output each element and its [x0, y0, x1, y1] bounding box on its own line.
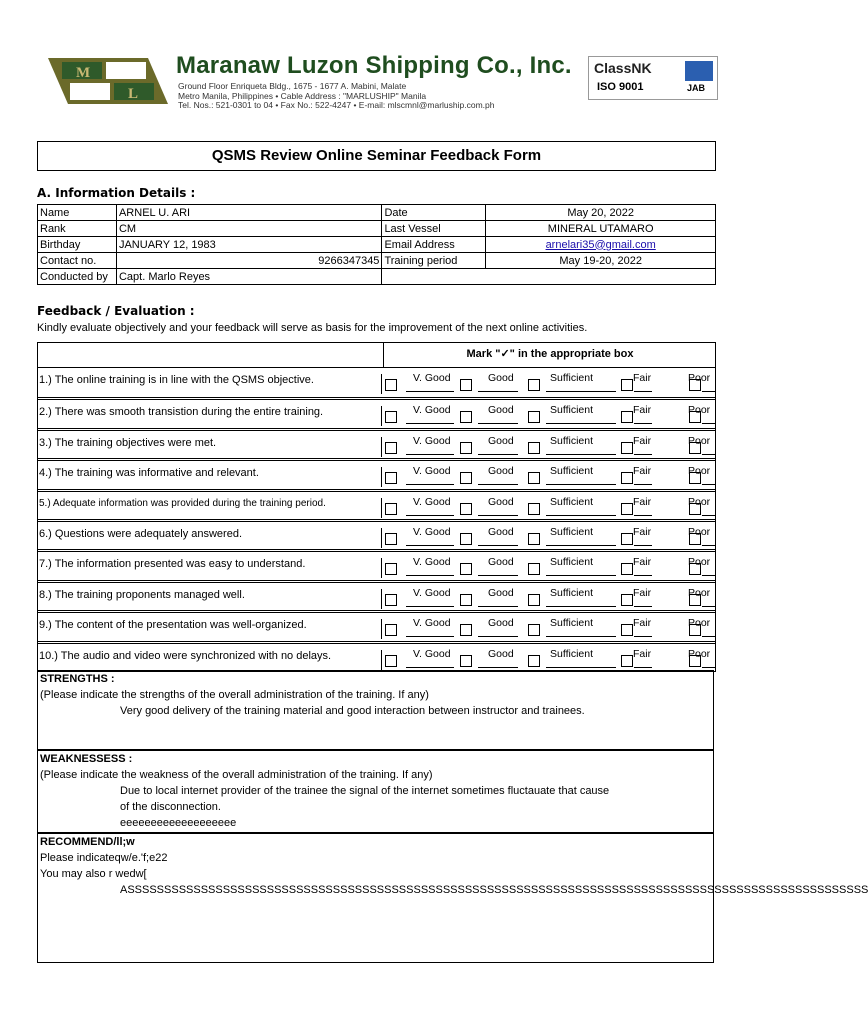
rating-label: Fair: [633, 465, 652, 478]
evaluation-row: [38, 397, 715, 430]
rating-checkbox-sufficient[interactable]: [528, 594, 540, 606]
rating-underline: [478, 606, 518, 607]
rating-underline: [702, 391, 715, 392]
evaluation-row: [38, 549, 715, 582]
rating-label: Fair: [633, 526, 652, 538]
rating-checkbox-sufficient[interactable]: [528, 411, 540, 423]
rating-label: Poor: [688, 617, 711, 630]
rating-label: Sufficient: [550, 434, 593, 447]
recommend-section: [37, 833, 868, 963]
vessel-label: Last Vessel: [382, 221, 486, 237]
rating-underline: [702, 606, 715, 607]
rating-underline: [478, 515, 518, 516]
evaluation-row: [38, 519, 715, 552]
conducted-label: Conducted by: [38, 269, 117, 285]
rating-checkbox-good[interactable]: [460, 472, 472, 484]
rating-label: Poor: [688, 495, 711, 508]
rating-label: V. Good: [413, 586, 451, 599]
rating-checkbox-fair[interactable]: [621, 503, 633, 515]
rating-underline: [702, 575, 715, 576]
certification-badge: [588, 56, 718, 100]
date-label: Date: [382, 205, 486, 221]
rating-checkbox-good[interactable]: [460, 533, 472, 545]
rating-checkbox-vgood[interactable]: [385, 624, 397, 636]
rating-checkbox-vgood[interactable]: [385, 563, 397, 575]
company-logo: [48, 56, 168, 106]
rating-underline: [546, 515, 616, 516]
rating-checkbox-good[interactable]: [460, 563, 472, 575]
rating-checkbox-sufficient[interactable]: [528, 442, 540, 454]
rating-label: Good: [488, 434, 514, 447]
email-label: Email Address: [382, 237, 486, 253]
rating-label: Good: [488, 617, 514, 630]
rating-underline: [634, 606, 652, 607]
rating-underline: [406, 545, 454, 546]
rating-label: Good: [488, 495, 514, 508]
rating-checkbox-fair[interactable]: [621, 655, 633, 667]
rating-underline: [546, 606, 616, 607]
jab-label: JAB: [687, 83, 706, 93]
rating-underline: [406, 484, 454, 485]
rating-label: Sufficient: [550, 556, 593, 569]
evaluation-table: [37, 342, 716, 672]
info-table: [37, 204, 716, 285]
rating-label: Good: [488, 647, 514, 660]
rating-label: Good: [488, 372, 514, 384]
rating-underline: [478, 454, 518, 455]
rating-label: Good: [488, 404, 514, 417]
rating-label: Fair: [633, 647, 652, 660]
rating-label: Good: [488, 586, 514, 599]
weaknesses-label: WEAKNESSESS :: [40, 753, 133, 765]
question-text: 6.) Questions were adequately answered.: [39, 528, 382, 548]
rating-label: V. Good: [413, 556, 451, 569]
rating-underline: [546, 484, 616, 485]
rating-underline: [634, 423, 652, 424]
rating-underline: [634, 515, 652, 516]
rating-checkbox-good[interactable]: [460, 655, 472, 667]
rating-checkbox-good[interactable]: [460, 411, 472, 423]
company-name: Maranaw Luzon Shipping Co., Inc.: [176, 52, 572, 79]
rating-underline: [406, 515, 454, 516]
rating-label: Fair: [633, 617, 652, 630]
rating-label: Fair: [633, 556, 652, 569]
strengths-section: [37, 670, 714, 750]
rating-underline: [478, 636, 518, 637]
weaknesses-answer[interactable]: eeeeeeeeeeeeeeeeeee: [120, 817, 237, 829]
name-value: ARNEL U. ARI: [116, 205, 381, 221]
rating-underline: [406, 667, 454, 668]
rating-label: Fair: [633, 434, 652, 447]
rating-checkbox-fair[interactable]: [621, 594, 633, 606]
period-label: Training period: [382, 253, 486, 269]
rating-checkbox-fair[interactable]: [621, 533, 633, 545]
rating-checkbox-fair[interactable]: [621, 624, 633, 636]
rating-checkbox-vgood[interactable]: [385, 442, 397, 454]
rating-checkbox-sufficient[interactable]: [528, 655, 540, 667]
conducted-value: Capt. Marlo Reyes: [116, 269, 381, 285]
rating-checkbox-vgood[interactable]: [385, 472, 397, 484]
rating-checkbox-good[interactable]: [460, 379, 472, 391]
rating-checkbox-fair[interactable]: [621, 563, 633, 575]
rating-label: V. Good: [413, 526, 451, 538]
rating-label: Sufficient: [550, 617, 593, 630]
date-value: May 20, 2022: [486, 205, 716, 221]
rating-checkbox-sufficient[interactable]: [528, 503, 540, 515]
vessel-value: MINERAL UTAMARO: [486, 221, 716, 237]
rating-checkbox-fair[interactable]: [621, 442, 633, 454]
rating-underline: [702, 545, 715, 546]
recommend-label: RECOMMEND/ll;w: [40, 836, 135, 848]
recommend-answer[interactable]: ASSSSSSSSSSSSSSSSSSSSSSSSSSSSSSSSSSSSSSSSSSSSSSSSSSSSSSSSSSSSSSSSSSSSSSSSSSSSSSSSSSSSSSSSSSSSSSSSSSSSS: [120, 884, 868, 896]
rating-label: Poor: [688, 647, 711, 660]
recommend-prompt: You may also r wedw[: [40, 868, 147, 880]
rating-label: Sufficient: [550, 495, 593, 508]
rating-underline: [406, 391, 454, 392]
rating-underline: [406, 423, 454, 424]
company-address: [178, 82, 494, 111]
weaknesses-section: [37, 750, 714, 833]
rating-label: Good: [488, 556, 514, 569]
rating-label: Poor: [688, 404, 711, 417]
rating-label: Poor: [688, 434, 711, 447]
rating-checkbox-good[interactable]: [460, 594, 472, 606]
rating-underline: [478, 575, 518, 576]
rating-underline: [546, 423, 616, 424]
name-label: Name: [38, 205, 117, 221]
address-line: Ground Floor Enriqueta Bldg., 1675 - 1677 A. Mabini, Malate: [178, 81, 407, 91]
rating-label: V. Good: [413, 434, 451, 447]
evaluation-row: [38, 641, 715, 674]
evaluation-row: [38, 489, 715, 522]
rating-checkbox-sufficient[interactable]: [528, 379, 540, 391]
birthday-value: JANUARY 12, 1983: [116, 237, 381, 253]
rating-underline: [546, 545, 616, 546]
question-text: 1.) The online training is in line with the QSMS objective.: [39, 374, 382, 394]
rating-label: Sufficient: [550, 465, 593, 478]
contact-value: 9266347345: [116, 253, 381, 269]
rank-value: CM: [116, 221, 381, 237]
rating-underline: [546, 575, 616, 576]
rating-label: Sufficient: [550, 404, 593, 417]
question-text: 8.) The training proponents managed well.: [39, 589, 382, 609]
svg-text:L: L: [128, 86, 139, 102]
rating-underline: [478, 391, 518, 392]
rating-label: Poor: [688, 465, 711, 478]
email-link[interactable]: arnelari35@gmail.com: [545, 238, 656, 251]
rating-underline: [702, 515, 715, 516]
rating-underline: [478, 423, 518, 424]
question-text: 7.) The information presented was easy to understand.: [39, 558, 382, 578]
form-title: QSMS Review Online Seminar Feedback Form: [37, 141, 716, 171]
svg-text:M: M: [76, 65, 91, 81]
rating-label: Poor: [688, 586, 711, 599]
rating-underline: [406, 454, 454, 455]
rating-checkbox-fair[interactable]: [621, 379, 633, 391]
feedback-instruction: Kindly evaluate objectively and your feedback will serve as basis for the improvement of the next online activities.: [37, 322, 588, 334]
rating-label: Sufficient: [550, 526, 593, 538]
evaluation-row: [38, 428, 715, 461]
iso-label: ISO 9001: [597, 81, 644, 93]
rating-underline: [478, 484, 518, 485]
rating-checkbox-vgood[interactable]: [385, 503, 397, 515]
rating-underline: [546, 454, 616, 455]
rating-underline: [406, 636, 454, 637]
rating-underline: [406, 575, 454, 576]
question-text: 10.) The audio and video were synchronized with no delays.: [39, 650, 382, 670]
rating-underline: [478, 667, 518, 668]
rating-checkbox-fair[interactable]: [621, 411, 633, 423]
rating-underline: [634, 575, 652, 576]
question-text: 2.) There was smooth transistion during the entire training.: [39, 406, 382, 426]
question-text: 4.) The training was informative and relevant.: [39, 467, 382, 487]
rating-label: Fair: [633, 495, 652, 508]
birthday-label: Birthday: [38, 237, 117, 253]
rating-underline: [406, 606, 454, 607]
recommend-prompt: Please indicateqw/e.'f;e22: [40, 852, 168, 864]
rating-label: V. Good: [413, 465, 451, 478]
info-heading: A. Information Details :: [37, 186, 196, 200]
question-text: 3.) The training objectives were met.: [39, 437, 382, 457]
address-line: Metro Manila, Philippines • Cable Address : "MARLUSHIP" Manila: [178, 90, 427, 101]
rating-checkbox-vgood[interactable]: [385, 533, 397, 545]
rating-underline: [546, 667, 616, 668]
rating-underline: [634, 636, 652, 637]
rating-checkbox-good[interactable]: [460, 624, 472, 636]
strengths-prompt: (Please indicate the strengths of the overall administration of the training. If any): [40, 689, 429, 701]
rank-label: Rank: [38, 221, 117, 237]
rating-label: V. Good: [413, 495, 451, 508]
rating-underline: [702, 454, 715, 455]
empty-cell: [382, 269, 716, 285]
question-text: 5.) Adequate information was provided during the training period.: [39, 498, 382, 518]
weaknesses-answer[interactable]: Due to local internet provider of the trainee the signal of the internet sometimes fluctauate that cause: [120, 785, 610, 797]
rating-label: Good: [488, 526, 514, 538]
weaknesses-answer[interactable]: of the disconnection.: [120, 801, 221, 813]
rating-checkbox-vgood[interactable]: [385, 655, 397, 667]
rating-underline: [546, 391, 616, 392]
feedback-heading: Feedback / Evaluation :: [37, 304, 195, 318]
rating-underline: [634, 454, 652, 455]
classnk-label: ClassNK: [594, 60, 652, 76]
rating-label: V. Good: [413, 617, 451, 630]
rating-label: Good: [488, 465, 514, 478]
rating-underline: [634, 391, 652, 392]
rating-label: V. Good: [413, 647, 451, 660]
rating-label: Fair: [633, 372, 652, 384]
rating-checkbox-vgood[interactable]: [385, 594, 397, 606]
rating-checkbox-sufficient[interactable]: [528, 533, 540, 545]
rating-label: Fair: [633, 404, 652, 417]
rating-underline: [546, 636, 616, 637]
rating-underline: [702, 423, 715, 424]
rating-checkbox-good[interactable]: [460, 442, 472, 454]
period-value: May 19-20, 2022: [486, 253, 716, 269]
strengths-answer[interactable]: Very good delivery of the training material and good interaction between instructor and trainees.: [120, 705, 585, 717]
rating-underline: [634, 667, 652, 668]
evaluation-row: [38, 580, 715, 613]
rating-checkbox-sufficient[interactable]: [528, 472, 540, 484]
rating-underline: [702, 484, 715, 485]
rating-checkbox-sufficient[interactable]: [528, 624, 540, 636]
strengths-label: STRENGTHS :: [40, 673, 115, 685]
ms-logo-icon: [685, 61, 713, 81]
evaluation-row: [38, 367, 715, 398]
rating-label: Fair: [633, 586, 652, 599]
rating-underline: [478, 545, 518, 546]
evaluation-row: [38, 610, 715, 643]
rating-checkbox-good[interactable]: [460, 503, 472, 515]
rating-label: Poor: [688, 556, 711, 569]
address-line: Tel. Nos.: 521-0301 to 04 • Fax No.: 522-4247 • E-mail: mlscmnl@marluship.com.ph: [178, 100, 495, 110]
contact-label: Contact no.: [38, 253, 117, 269]
rating-underline: [634, 545, 652, 546]
mark-header: Mark "✓" in the appropriate box: [383, 343, 716, 367]
rating-checkbox-vgood[interactable]: [385, 411, 397, 423]
rating-underline: [634, 484, 652, 485]
rating-label: V. Good: [413, 404, 451, 417]
rating-checkbox-fair[interactable]: [621, 472, 633, 484]
rating-underline: [702, 636, 715, 637]
rating-label: Poor: [688, 526, 711, 538]
evaluation-row: [38, 458, 715, 491]
rating-underline: [702, 667, 715, 668]
rating-label: Sufficient: [550, 372, 593, 384]
rating-checkbox-vgood[interactable]: [385, 379, 397, 391]
rating-label: V. Good: [413, 372, 451, 384]
rating-checkbox-sufficient[interactable]: [528, 563, 540, 575]
weaknesses-prompt: (Please indicate the weakness of the overall administration of the training. If any): [40, 769, 433, 781]
rating-label: Sufficient: [550, 586, 593, 599]
rating-label: Sufficient: [550, 647, 593, 660]
question-text: 9.) The content of the presentation was well-organized.: [39, 619, 382, 639]
rating-label: Poor: [688, 372, 711, 384]
